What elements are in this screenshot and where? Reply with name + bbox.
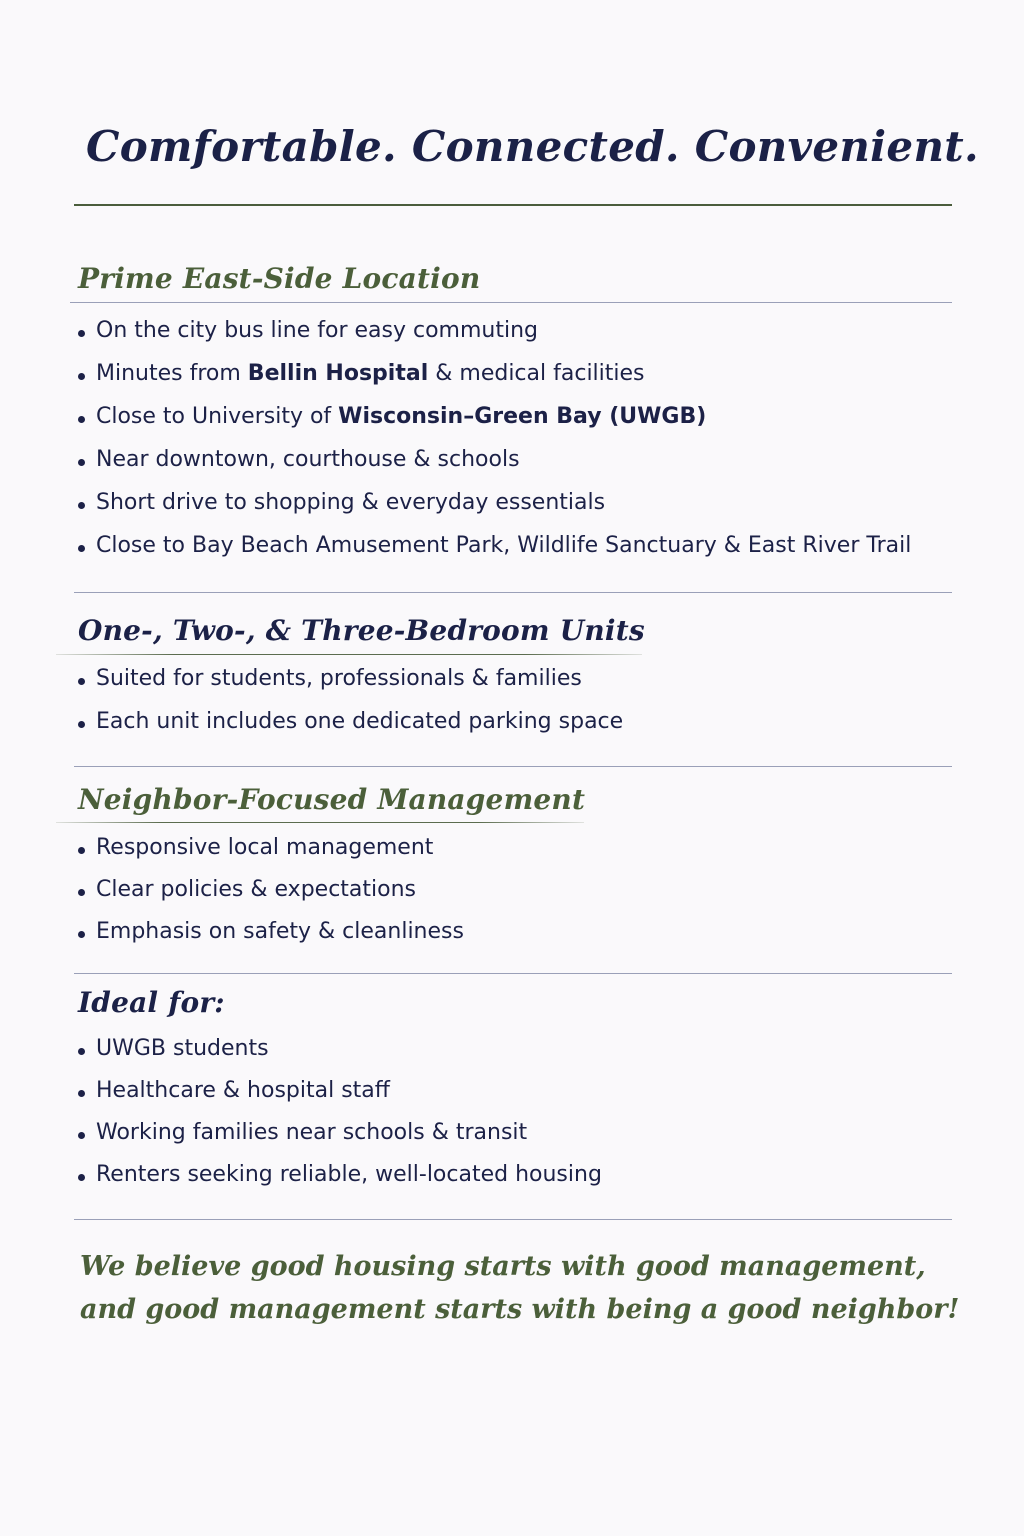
- closing-statement: [80, 1245, 959, 1331]
- list-item: Suited for students, professionals & families: [78, 664, 623, 707]
- bullet-icon: [78, 416, 85, 423]
- bullet-icon: [78, 330, 85, 337]
- bullet-icon: [78, 545, 85, 552]
- bullet-icon: [78, 721, 85, 728]
- section-underline-management: [56, 822, 584, 823]
- section-divider: [74, 1219, 952, 1220]
- management-list: [78, 833, 464, 959]
- section-underline-location: [70, 302, 952, 303]
- section-divider: [74, 766, 952, 767]
- units-list: [78, 664, 623, 750]
- list-item: Minutes from Bellin Hospital & medical facilities: [78, 359, 911, 402]
- bullet-icon: [78, 847, 85, 854]
- list-item: Close to University of Wisconsin–Green Bay (UWGB): [78, 402, 911, 445]
- section-divider: [74, 973, 952, 974]
- bullet-icon: [78, 889, 85, 896]
- section-title-units: One-, Two-, & Three-Bedroom Units: [78, 614, 645, 647]
- list-item: Each unit includes one dedicated parking space: [78, 707, 623, 750]
- bullet-icon: [78, 678, 85, 685]
- headline-divider: [74, 204, 952, 206]
- bullet-icon: [78, 1048, 85, 1055]
- list-item: Responsive local management: [78, 833, 464, 875]
- bullet-icon: [78, 1174, 85, 1181]
- list-item: Short drive to shopping & everyday essentials: [78, 488, 911, 531]
- bullet-icon: [78, 502, 85, 509]
- list-item: Near downtown, courthouse & schools: [78, 445, 911, 488]
- list-item: UWGB students: [78, 1034, 602, 1076]
- closing-line-1: We believe good housing starts with good management,: [80, 1251, 926, 1282]
- section-title-location: Prime East-Side Location: [78, 262, 481, 295]
- bullet-icon: [78, 459, 85, 466]
- location-list: [78, 316, 911, 574]
- section-title-management: Neighbor-Focused Management: [78, 783, 586, 816]
- list-item: Working families near schools & transit: [78, 1118, 602, 1160]
- list-item: Close to Bay Beach Amusement Park, Wildlife Sanctuary & East River Trail: [78, 531, 911, 574]
- bullet-icon: [78, 1132, 85, 1139]
- list-item: Emphasis on safety & cleanliness: [78, 917, 464, 959]
- section-underline-units: [56, 654, 642, 655]
- bullet-icon: [78, 931, 85, 938]
- bullet-icon: [78, 1090, 85, 1097]
- headline: Comfortable. Connected. Convenient.: [86, 122, 979, 171]
- section-divider: [74, 592, 952, 593]
- list-item: Renters seeking reliable, well-located housing: [78, 1160, 602, 1202]
- list-item: On the city bus line for easy commuting: [78, 316, 911, 359]
- closing-line-2: and good management starts with being a good neighbor!: [80, 1294, 960, 1325]
- section-title-ideal: Ideal for:: [78, 986, 225, 1019]
- bullet-icon: [78, 373, 85, 380]
- list-item: Healthcare & hospital staff: [78, 1076, 602, 1118]
- ideal-list: [78, 1034, 602, 1202]
- list-item: Clear policies & expectations: [78, 875, 464, 917]
